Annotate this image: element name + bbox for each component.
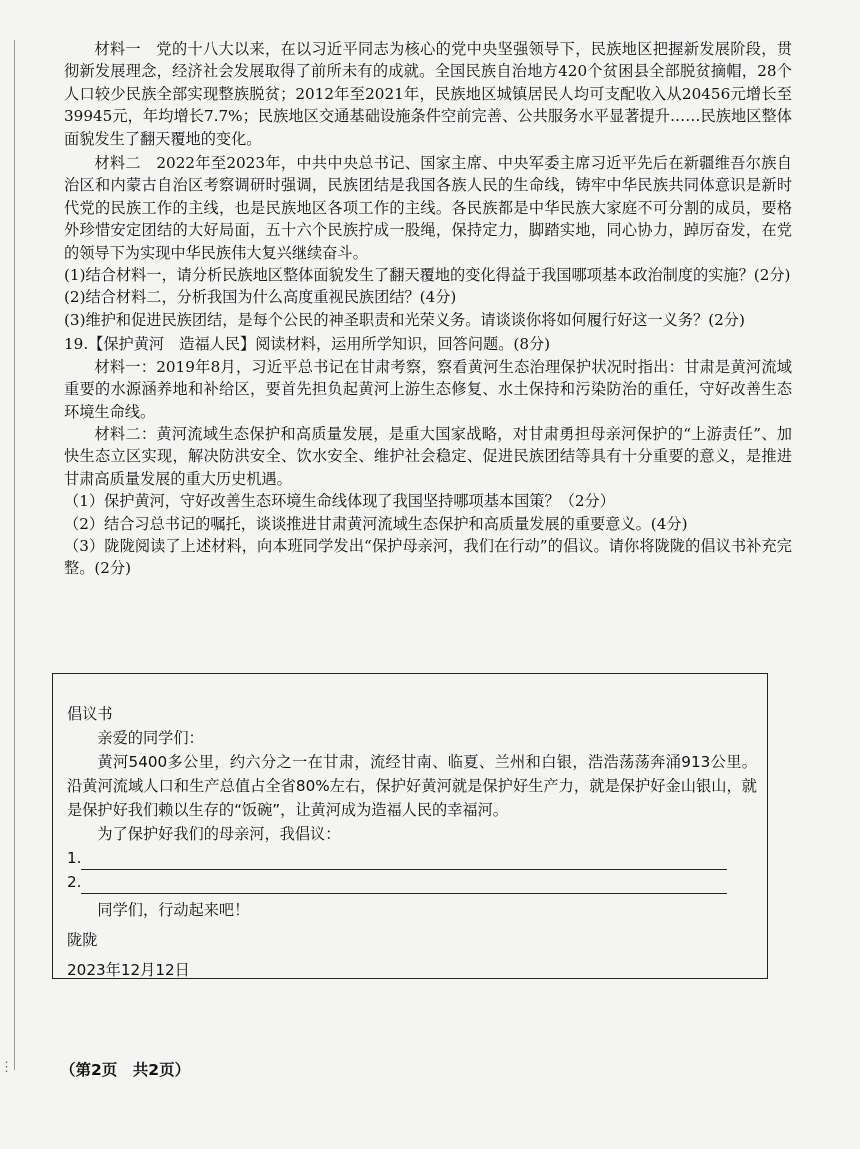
material-1: 材料一 党的十八大以来，在以习近平同志为核心的党中央坚强领导下，民族地区把握新发展阶段，贯彻新发展理念，经济社会发展取得了前所未有的成就。全国民族自治地方420个贫困县全部脱贫摘帽，28个人口较少民族全部实现整族脱贫；2012年至2021年，民族地区城镇居民人均可支配收入从20456元增长至39945元，年均增长7.7%；民族地区交通基础设施条件空前完善、公共服务水平显著提升……民族地区整体面貌发生了翻天覆地的变化。 — [64, 40, 792, 148]
material-2: 材料二 2022年至2023年，中共中央总书记、国家主席、中央军委主席习近平先后在新疆维吾尔族自治区和内蒙古自治区考察调研时强调，民族团结是我国各族人民的生命线，铸牢中华民族共同体意识是新时代党的民族工作的主线，也是民族地区各项工作的主线。各民族都是中华民族大家庭不可分割的成员，要格外珍惜安定团结的大好局面，五十六个民族拧成一股绳，保持定力，脚踏实地，同心协力，踔厉奋发，在党的领导下为实现中华民族伟大复兴继续奋斗。 — [64, 154, 792, 262]
answer-blank-2[interactable] — [81, 876, 727, 894]
proposal-title: 倡议书 — [67, 705, 113, 723]
proposal-closing: 同学们，行动起来吧！ — [97, 901, 250, 919]
item-2-number: 2. — [67, 873, 82, 891]
proposal-body: 黄河5400多公里，约六分之一在甘肃，流经甘南、临夏、兰州和白银，浩浩荡荡奔涌913公里。沿黄河流域人口和生产总值占全省80%左右，保护好黄河就是保护好生产力，就是保护好金山银山，就是保护好我们赖以生存的“饭碗”，让黄河成为造福人民的幸福河。 — [67, 753, 757, 819]
proposal-intro: 为了保护好我们的母亲河，我倡议： — [97, 825, 341, 843]
q19-sub2: （2）结合习总书记的嘱托，谈谈推进甘肃黄河流域生态保护和高质量发展的重要意义。(4分) — [64, 514, 688, 533]
q19-title: 19.【保护黄河 造福人民】阅读材料，运用所学知识，回答问题。(8分) — [64, 335, 551, 354]
q19-material-2: 材料二：黄河流域生态保护和高质量发展，是重大国家战略，对甘肃勇担母亲河保护的“上游责任”、加快生态立区实现，解决防洪安全、饮水安全、维护社会稳定、促进民族团结等具有十分重要的意义，是推进甘肃高质量发展的重大历史机遇。 — [64, 424, 792, 488]
q18-sub3: (3)维护和促进民族团结，是每个公民的神圣职责和光荣义务。请谈谈你将如何履行好这一义务？(2分) — [64, 310, 745, 329]
proposal-date: 2023年12月12日 — [67, 961, 190, 979]
q18-sub2: (2)结合材料二，分析我国为什么高度重视民族团结？(4分) — [64, 288, 457, 307]
question-content — [64, 38, 792, 580]
page-footer: （第2页 共2页） — [60, 1061, 191, 1079]
proposal-greeting: 亲爱的同学们： — [97, 729, 204, 747]
q18-sub1: (1)结合材料一，请分析民族地区整体面貌发生了翻天覆地的变化得益于我国哪项基本政治制度的实施？(2分) — [64, 266, 791, 285]
proposal-box — [52, 673, 768, 979]
answer-blank-1[interactable] — [81, 852, 727, 870]
item-1-number: 1. — [67, 849, 82, 867]
proposal-item-1 — [67, 846, 757, 870]
proposal-signer: 陇陇 — [67, 931, 98, 949]
q19-sub3: （3）陇陇阅读了上述材料，向本班同学发出“保护母亲河，我们在行动”的倡议。请你将陇陇的倡议书补充完整。(2分) — [64, 536, 792, 578]
q19-material-1: 材料一：2019年8月，习近平总书记在甘肃考察，察看黄河生态治理保护状况时指出：甘肃是黄河流域重要的水源涵养地和补给区，要首先担负起黄河上游生态修复、水土保持和污染防治的重任，守好改善生态环境生命线。 — [64, 357, 792, 421]
q19-sub1: （1）保护黄河，守好改善生态环境生命线体现了我国坚持哪项基本国策？（2分） — [64, 492, 615, 511]
proposal-item-2 — [67, 870, 757, 894]
binding-margin-line — [14, 40, 15, 1070]
binding-mark: ⋮ — [0, 1060, 13, 1075]
